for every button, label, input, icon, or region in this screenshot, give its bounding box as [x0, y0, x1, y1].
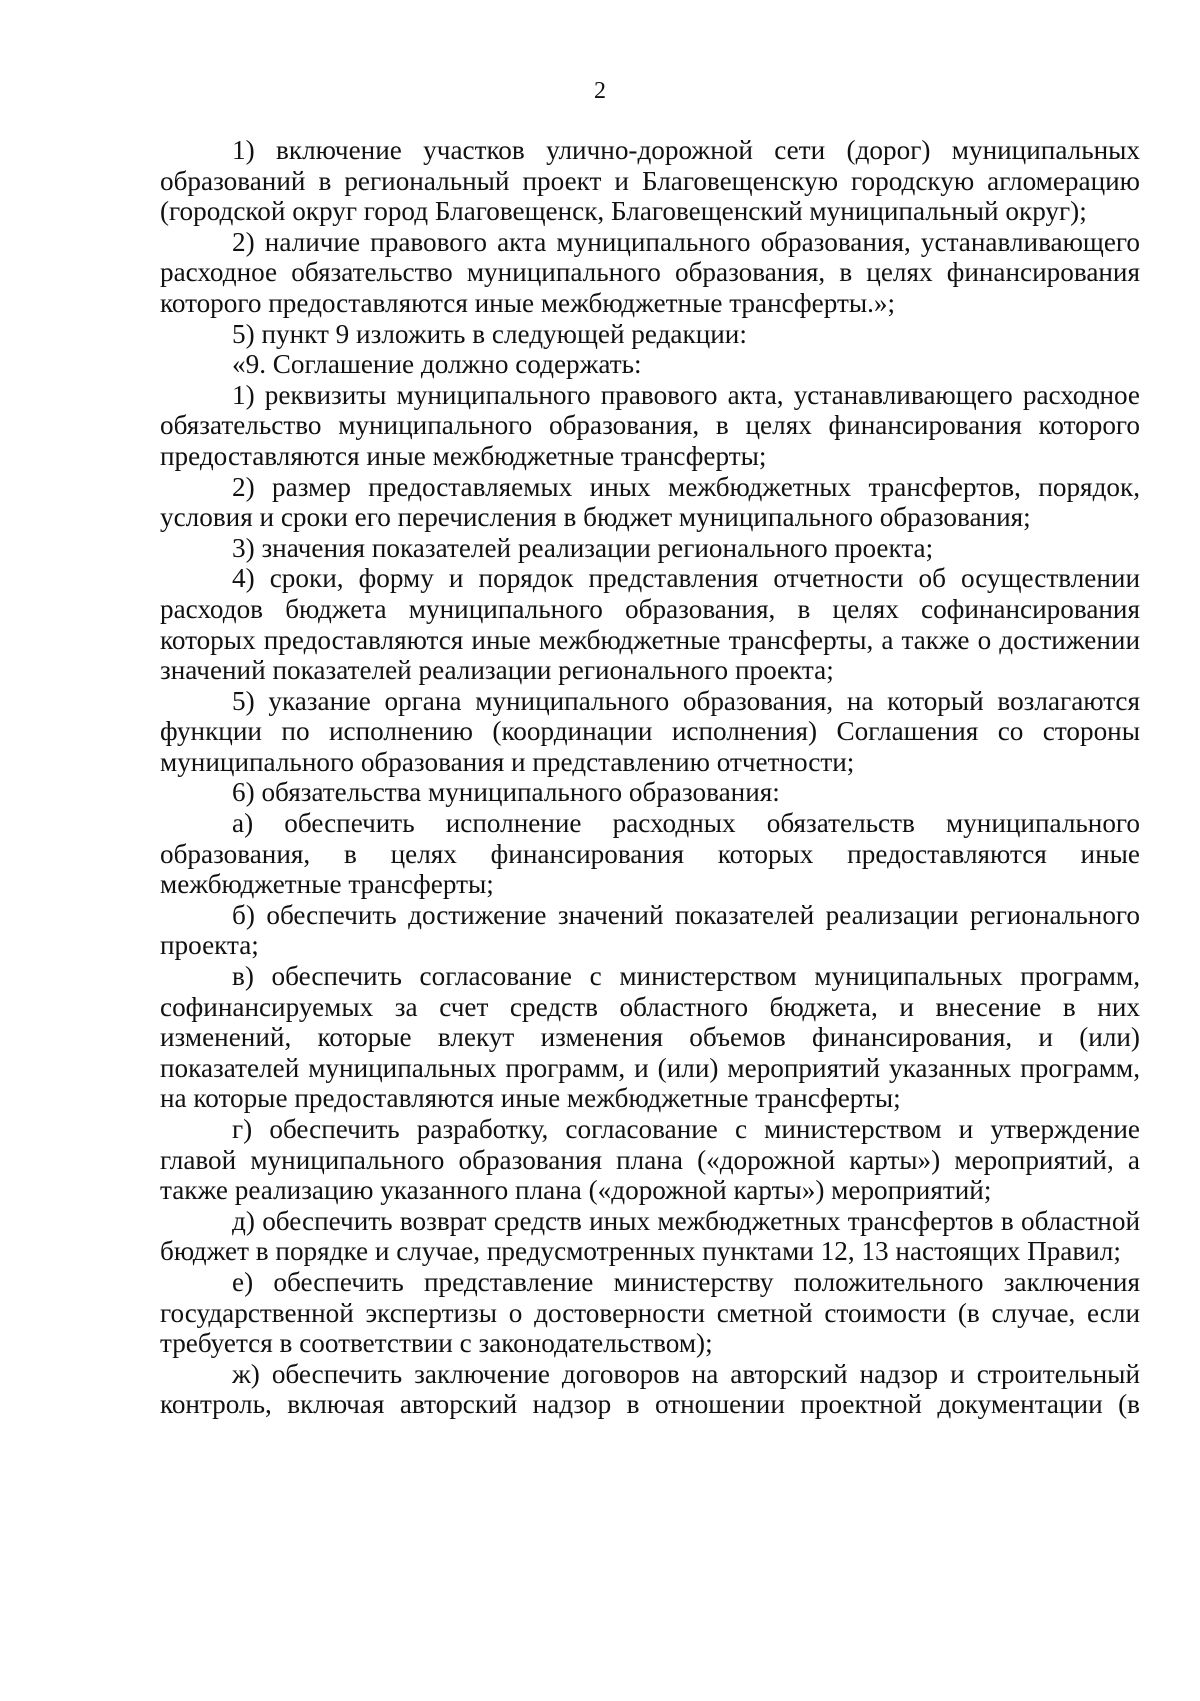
paragraph: е) обеспечить представление министерству положительного заключения государственной экспертизы о достоверности сметной стоимости (в случае, если требуется в соответствии с законодательством); [160, 1266, 1140, 1359]
paragraph: 1) включение участков улично-дорожной сети (дорог) муниципальных образований в региональный проект и Благовещенскую городскую агломерацию (городской округ город Благовещенск, Благовещенский муниципальный округ); [160, 135, 1140, 227]
paragraph: 2) размер предоставляемых иных межбюджетных трансфертов, порядок, условия и сроки его перечисления в бюджет муниципального образования; [160, 471, 1140, 533]
paragraph: 1) реквизиты муниципального правового акта, устанавливающего расходное обязательство муниципального образования, в целях финансирования которого предоставляются иные межбюджетные трансферты; [160, 379, 1140, 471]
paragraph: 5) пункт 9 изложить в следующей редакции: [232, 318, 747, 349]
paragraph: 5) указание органа муниципального образования, на который возлагаются функции по исполнению (координации исполнения) Соглашения со стороны муниципального образования и представлению отчетности; [160, 685, 1140, 777]
paragraph: 4) сроки, форму и порядок представления отчетности об осуществлении расходов бюджета муниципального образования, в целях софинансирования которых предоставляются иные межбюджетные трансферты, а также о достижении значений показателей реализации регионального проекта; [160, 563, 1140, 686]
paragraph: д) обеспечить возврат средств иных межбюджетных трансфертов в областной бюджет в порядке и случае, предусмотренных пунктами 12, 13 настоящих Правил; [160, 1205, 1140, 1267]
paragraph: 6) обязательства муниципального образования: [232, 777, 780, 808]
paragraph: 2) наличие правового акта муниципального образования, устанавливающего расходное обязательство муниципального образования, в целях финансирования которого предоставляются иные межбюджетные трансферты.»; [160, 226, 1140, 318]
paragraph: б) обеспечить достижение значений показателей реализации регионального проекта; [160, 899, 1140, 961]
paragraph: «9. Соглашение должно содержать: [232, 349, 642, 380]
page-number: 2 [594, 78, 606, 104]
paragraph: а) обеспечить исполнение расходных обязательств муниципального образования, в целях финансирования которых предоставляются иные межбюджетные трансферты; [160, 808, 1140, 900]
paragraph: ж) обеспечить заключение договоров на авторский надзор и строительный контроль, включая авторский надзор в отношении проектной документации (в [160, 1358, 1140, 1420]
paragraph: г) обеспечить разработку, согласование с министерством и утверждение главой муниципального образования плана («дорожной карты») мероприятий, а также реализацию указанного плана («дорожной карты») мероприятий; [160, 1114, 1140, 1206]
paragraph: 3) значения показателей реализации регионального проекта; [232, 532, 934, 563]
paragraph: в) обеспечить согласование с министерством муниципальных программ, софинансируемых за счет средств областного бюджета, и внесение в них изменений, которые влекут изменения объемов финансирования, и (или) показателей муниципальных программ, и (или) мероприятий указанных программ, на которые предоставляются иные межбюджетные трансферты; [160, 961, 1140, 1114]
document-body [160, 135, 1140, 1420]
